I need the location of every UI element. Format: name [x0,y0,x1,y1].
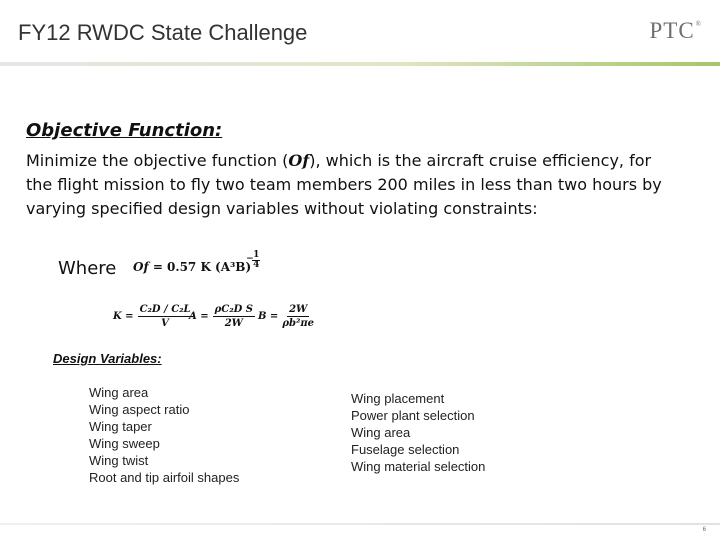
k-equation [113,304,193,329]
b-equation [258,304,314,329]
a-numerator: ρC₂D S [214,304,253,315]
k-lhs: K = [113,311,134,322]
a-denominator: 2W [224,318,243,329]
list-item: Wing area [89,385,149,400]
list-item: Wing material selection [351,459,486,474]
k-fraction [138,304,193,329]
page-number: 6 [702,527,706,533]
objective-description [26,149,676,221]
equation-rhs: = 0.57 K (A³B) [152,260,252,274]
list-item: Wing twist [89,453,149,468]
exponent-denominator: 4 [253,260,260,270]
objective-text-end: ), which is the aircraft cruise efficiency, for the flight mission to fly two team members 200 miles in less than two hours by varying specified design variables without violating constraints: [26,151,662,218]
registered-mark: ® [695,20,702,28]
a-equation [189,304,255,329]
slide-header [0,0,720,64]
design-variables-heading: Design Variables: [53,351,162,366]
exponent-sign: − [246,254,254,264]
a-fraction [213,304,255,329]
header-divider [0,62,720,66]
objective-heading: Objective Function: [26,120,223,141]
where-label: Where [58,258,117,279]
list-item: Wing sweep [89,436,160,451]
k-numerator: C₂D / C₂L [139,304,191,315]
k-denominator: V [161,318,169,329]
equation-lhs: Of [133,260,149,274]
b-denominator: ρb²πe [282,318,315,329]
exponent-numerator: 1 [253,250,260,260]
list-item: Wing area [351,425,411,440]
list-item: Power plant selection [351,408,475,423]
b-numerator: 2W [289,304,308,315]
list-item: Wing taper [89,419,152,434]
footer-divider [0,523,720,525]
list-item: Wing placement [351,391,445,406]
design-variables-list-right [351,390,485,475]
objective-equation [133,250,260,279]
equation-exponent [246,250,260,270]
logo-text: PTC [649,18,695,43]
objective-text-start: Minimize the objective function ( [26,151,289,170]
slide-title: FY12 RWDC State Challenge [18,20,308,45]
list-item: Wing aspect ratio [89,402,190,417]
design-variables-list-left [89,384,239,486]
list-item: Root and tip airfoil shapes [89,470,240,485]
objective-symbol: Of [288,151,310,170]
b-lhs: B = [258,311,279,322]
list-item: Fuselage selection [351,442,460,457]
b-fraction [282,304,314,329]
ptc-logo [649,18,702,44]
a-lhs: A = [189,311,209,322]
